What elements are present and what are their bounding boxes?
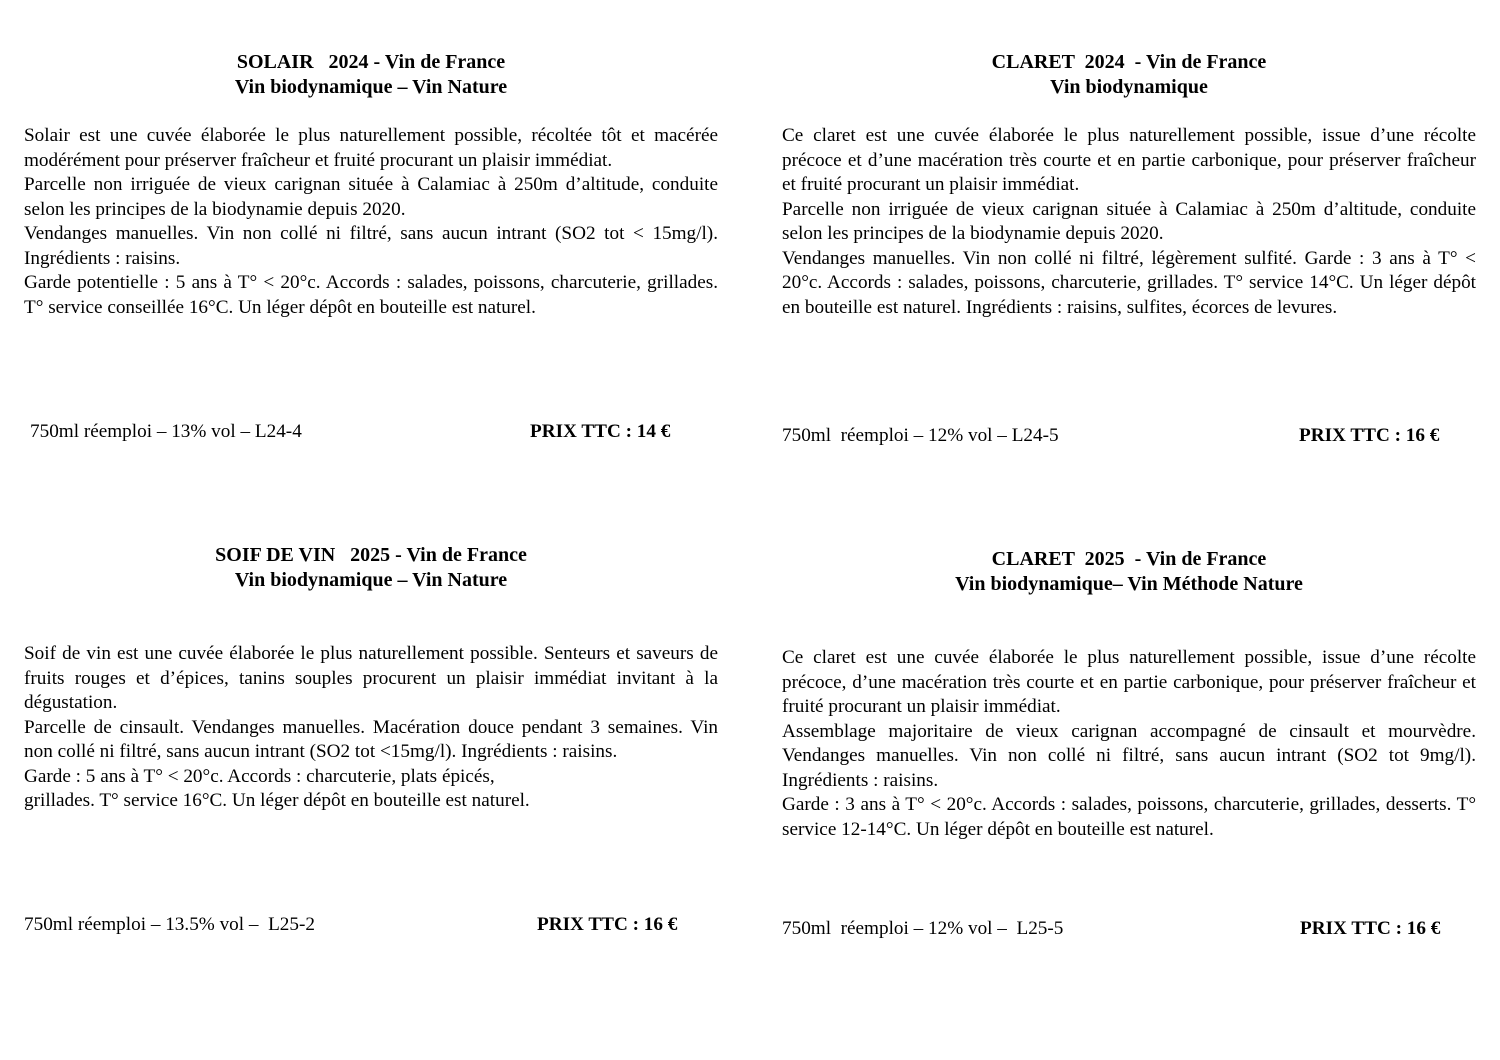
description-paragraph: Garde : 3 ans à T° < 20°c. Accords : salades, poissons, charcuterie, grillades, desserts. T° service 12-14°C. Un léger dépôt en bouteille est naturel. (782, 794, 1476, 840)
description-paragraph: Ce claret est une cuvée élaborée le plus naturellement possible, issue d’une récolte précoce, d’une macération très courte et en partie carbonique, pour préserver fraîcheur et fruité procurant un plaisir immédiat. (782, 647, 1476, 717)
description-paragraph: Vendanges manuelles. Vin non collé ni filtré, légèrement sulfité. Garde : 3 ans à T° < 20°c. Accords : salades, poissons, charcuterie, grillades. T° service 14°C. Un léger dépôt en bouteille est naturel. Ingrédients : raisins, sulfites, écorces de levures. (782, 247, 1476, 318)
wine-card-claret-2025 (782, 547, 1476, 967)
wine-card-claret-2024 (782, 50, 1476, 470)
description-paragraph: Soif de vin est une cuvée élaborée le plus naturellement possible. Senteurs et saveurs de fruits rouges et d’épices, tanins souples procurent un plaisir immédiat invitant à la dégustation. (24, 643, 718, 713)
wine-description (782, 124, 1476, 320)
description-paragraph: Parcelle de cinsault. Vendanges manuelles. Macération douce pendant 3 semaines. Vin non collé ni filtré, sans aucun intrant (SO2 tot <15mg/l). Ingrédients : raisins. (24, 716, 718, 762)
wine-subtitle: Vin biodynamique – Vin Nature (234, 76, 508, 98)
wine-card-soif-de-vin-2025 (24, 543, 718, 963)
wine-title: CLARET 2024 - Vin de France (991, 51, 1267, 73)
description-paragraph: Vendanges manuelles. Vin non collé ni filtré, sans aucun intrant (SO2 tot < 15mg/l). Ingrédients : raisins. (24, 223, 718, 269)
description-paragraph: Garde potentielle : 5 ans à T° < 20°c. Accords : salades, poissons, charcuterie, grillades. T° service conseillée 16°C. Un léger dépôt en bouteille est naturel. (24, 272, 718, 318)
description-paragraph: Garde : 5 ans à T° < 20°c. Accords : charcuterie, plats épicés, (24, 765, 495, 787)
bottle-info: 750ml réemploi – 13.5% vol – L25-2 (24, 914, 315, 935)
wine-description (24, 124, 718, 320)
description-paragraph: Parcelle non irriguée de vieux carignan située à Calamiac à 250m d’altitude, conduite selon les principes de la biodynamie depuis 2020. (24, 174, 718, 220)
price: PRIX TTC : 16 € (537, 914, 678, 935)
bottle-info: 750ml réemploi – 12% vol – L25-5 (782, 918, 1064, 939)
wine-card-solair-2024 (24, 50, 718, 470)
bottle-info: 750ml réemploi – 13% vol – L24-4 (30, 421, 302, 442)
description-paragraph: Assemblage majoritaire de vieux carignan accompagné de cinsault et mourvèdre. Vendanges manuelles. Vin non collé ni filtré, sans aucun intrant (SO2 tot 9mg/l). Ingrédients : raisins. (782, 720, 1476, 791)
description-paragraph: Solair est une cuvée élaborée le plus naturellement possible, récoltée tôt et macérée modérément pour préserver fraîcheur et fruité procurant un plaisir immédiat. (24, 125, 718, 171)
wine-title: SOLAIR 2024 - Vin de France (236, 51, 506, 73)
price: PRIX TTC : 14 € (530, 421, 671, 442)
description-paragraph: grillades. T° service 16°C. Un léger dépôt en bouteille est naturel. (24, 790, 530, 811)
price: PRIX TTC : 16 € (1300, 918, 1441, 939)
wine-subtitle: Vin biodynamique (1050, 76, 1208, 98)
wine-description (782, 646, 1476, 842)
price: PRIX TTC : 16 € (1299, 425, 1440, 446)
bottle-info: 750ml réemploi – 12% vol – L24-5 (782, 425, 1059, 446)
wine-subtitle: Vin biodynamique– Vin Méthode Nature (955, 573, 1303, 595)
wine-description (24, 642, 718, 814)
wine-title: CLARET 2025 - Vin de France (991, 548, 1267, 570)
wine-title: SOIF DE VIN 2025 - Vin de France (215, 544, 527, 566)
wine-subtitle: Vin biodynamique – Vin Nature (234, 569, 508, 591)
description-paragraph: Parcelle non irriguée de vieux carignan située à Calamiac à 250m d’altitude, conduite selon les principes de la biodynamie depuis 2020. (782, 198, 1476, 244)
description-paragraph: Ce claret est une cuvée élaborée le plus naturellement possible, issue d’une récolte précoce et d’une macération très courte et en partie carbonique, pour préserver fraîcheur et fruité procurant un plaisir immédiat. (782, 125, 1476, 195)
